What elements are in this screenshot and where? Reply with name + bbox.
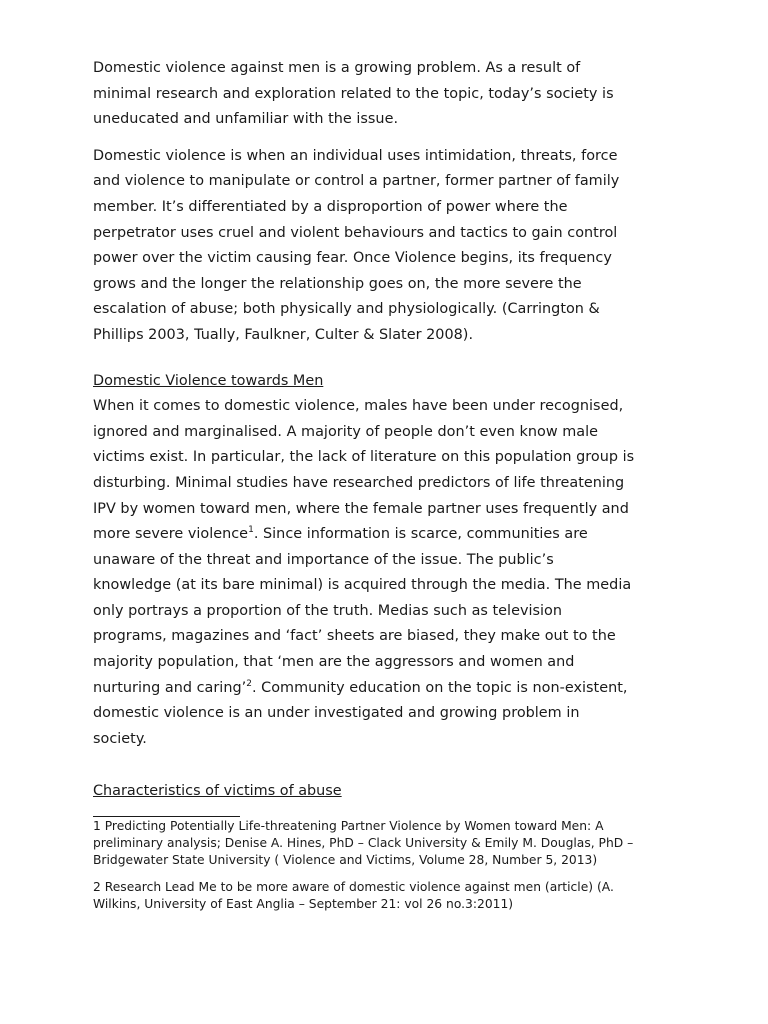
text-line: Phillips 2003, Tually, Faulkner, Culter & Slater 2008). [93,326,474,343]
text-fragment: nurturing and caring’ [93,679,247,696]
footnote-line: 2 Research Lead Me to be more aware of domestic violence against men (article) (A. [93,880,614,895]
text-line: programs, magazines and ‘fact’ sheets are biased, they make out to the [93,628,616,645]
text-line: Domestic violence is when an individual uses intimidation, threats, force [93,147,618,164]
text-line: knowledge (at its bare minimal) is acquired through the media. The media [93,577,632,594]
text-line: uneducated and unfamiliar with the issue. [93,111,399,128]
footnote-line: preliminary analysis; Denise A. Hines, PhD – Clack University & Emily M. Douglas, PhD – [93,836,634,851]
footnote-line: 1 Predicting Potentially Life-threatening Partner Violence by Women toward Men: A [93,819,604,834]
text-line: power over the victim causing fear. Once Violence begins, its frequency [93,250,612,267]
footnote-separator [93,816,240,817]
text-line: domestic violence is an under investigated and growing problem in [93,705,580,722]
body-paragraph [93,394,693,752]
text-line: perpetrator uses cruel and violent behaviours and tactics to gain control [93,224,618,241]
footnote-1 [93,818,693,869]
intro-paragraph [93,56,693,133]
text-line: Domestic violence against men is a growing problem. As a result of [93,60,581,76]
text-line: When it comes to domestic violence, males have been under recognised, [93,398,624,415]
text-line: IPV by women toward men, where the female partner uses frequently and [93,500,629,517]
footnote-mark-1: 1 [248,525,254,536]
text-line: minimal research and exploration related to the topic, today’s society is [93,85,614,102]
text-line: unaware of the threat and importance of the issue. The public’s [93,551,554,568]
text-line: escalation of abuse; both physically and physiologically. (Carrington & [93,301,600,318]
text-line: ignored and marginalised. A majority of people don’t even know male [93,423,598,440]
text-fragment: more severe violence [93,526,249,543]
footnote-line: Wilkins, University of East Anglia – September 21: vol 26 no.3:2011) [93,897,514,912]
text-line: society. [93,730,147,747]
text-line-with-footnote [93,522,693,548]
text-fragment: . Since information is scarce, communities are [253,526,588,543]
text-line: and violence to manipulate or control a partner, former partner of family [93,173,620,190]
text-line: victims exist. In particular, the lack of literature on this population group is [93,449,635,466]
section-heading-characteristics: Characteristics of victims of abuse [93,783,342,800]
text-line-with-footnote [93,676,693,702]
footnote-mark-2: 2 [246,678,252,689]
definition-paragraph [93,144,693,349]
text-line: disturbing. Minimal studies have researched predictors of life threatening [93,474,625,491]
footnote-line: Bridgewater State University ( Violence and Victims, Volume 28, Number 5, 2013) [93,853,598,868]
section-heading-domestic-violence-towards-men: Domestic Violence towards Men [93,372,324,389]
text-line: only portrays a proportion of the truth. Medias such as television [93,602,563,619]
text-line: grows and the longer the relationship goes on, the more severe the [93,275,582,292]
footnote-2 [93,879,693,913]
text-fragment: . Community education on the topic is non-existent, [251,679,628,696]
text-line: majority population, that ‘men are the aggressors and women and [93,654,575,671]
text-line: member. It’s differentiated by a disproportion of power where the [93,198,568,215]
document-page [93,56,693,1016]
